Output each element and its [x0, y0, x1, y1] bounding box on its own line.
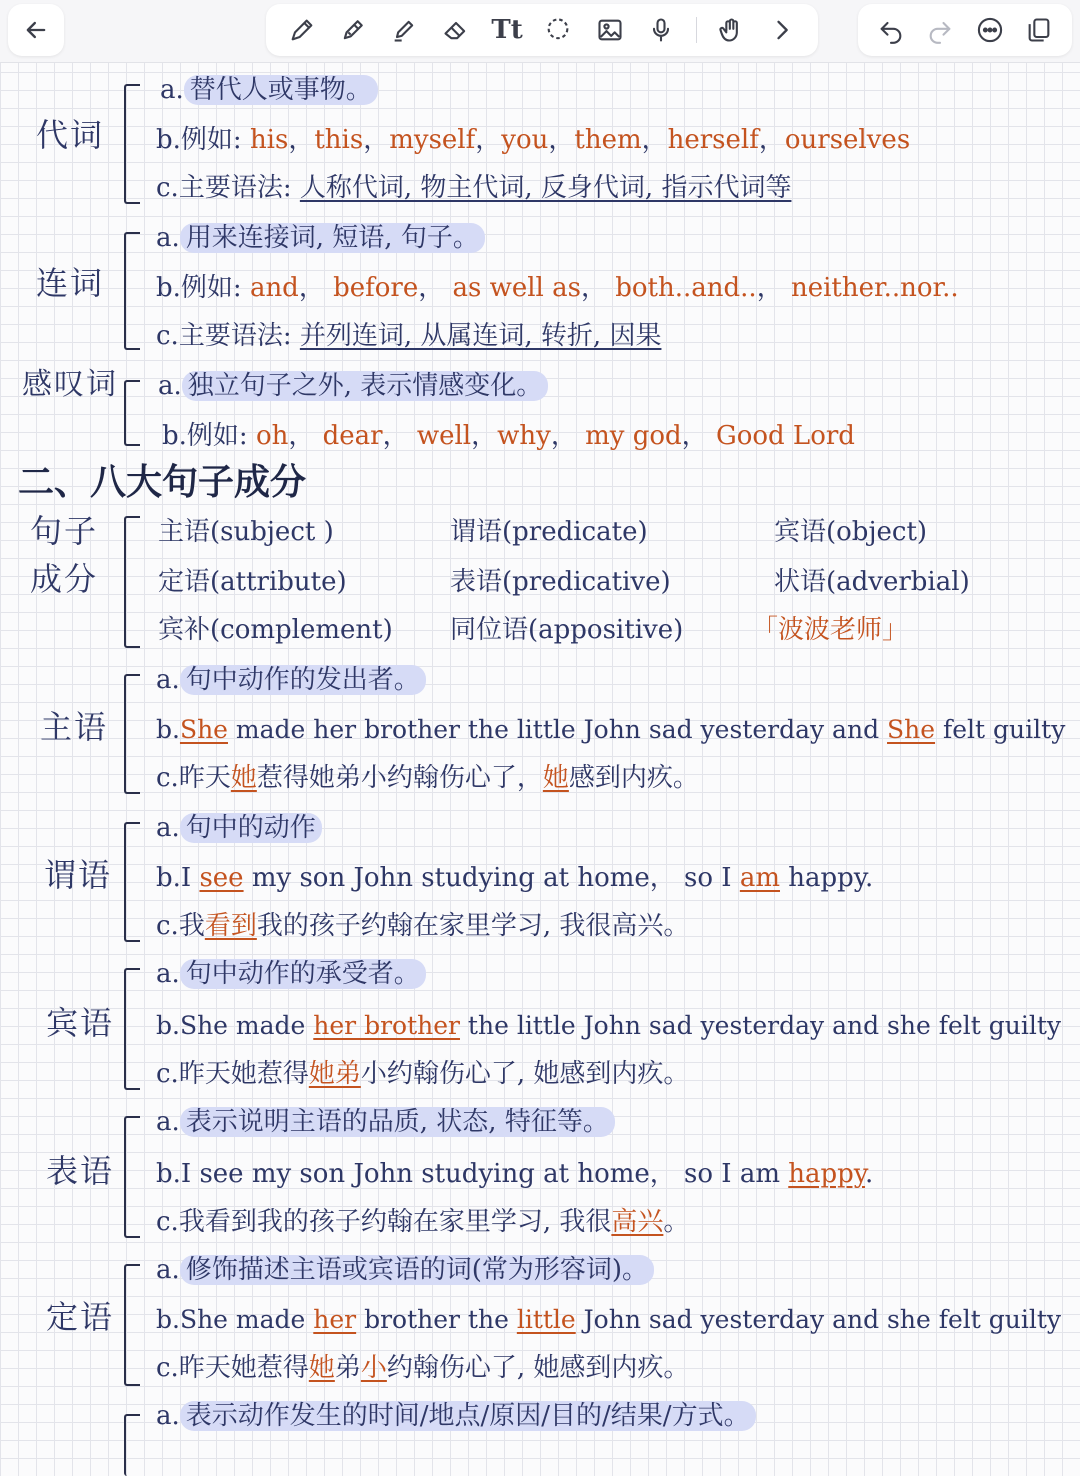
component-appositive: 同位语(appositive)	[450, 615, 684, 645]
interjection-line-b: b.例如: oh， dear， well，why， my god， Good Lord	[162, 421, 855, 451]
subject-line-b: b.She made her brother the little John sad yesterday and She felt guilty	[156, 715, 1066, 744]
pencil-icon[interactable]	[285, 13, 319, 47]
chevron-right-icon[interactable]	[765, 13, 799, 47]
toolbar	[0, 0, 1080, 63]
predicate-label: 谓语	[44, 856, 113, 894]
pronoun-line-c: c.主要语法: 人称代词, 物主代词, 反身代词, 指示代词等	[156, 173, 792, 203]
image-icon[interactable]	[593, 13, 627, 47]
attribute-label: 定语	[46, 1298, 115, 1336]
pronoun-line-b: b.例如: his，this，myself，you，them，herself，ourselves	[156, 125, 911, 155]
interjection-label: 感叹词	[22, 367, 118, 402]
predicate-brace	[124, 822, 140, 942]
undo-icon[interactable]	[874, 13, 908, 47]
conjunction-line-a: a. 用来连接词, 短语, 句子。	[156, 220, 485, 256]
subject-label: 主语	[40, 708, 109, 746]
predicative-brace	[124, 1116, 140, 1238]
component-subject: 主语(subject )	[158, 517, 334, 547]
component-object: 宾语(object)	[774, 517, 928, 547]
highlighter-icon[interactable]	[387, 13, 421, 47]
components-brace	[124, 516, 140, 648]
predicate-line-a: a. 句中的动作	[156, 810, 322, 846]
predicative-line-a: a. 表示说明主语的品质, 状态, 特征等。	[156, 1104, 615, 1140]
pronoun-brace	[124, 84, 140, 204]
components-label-line2: 成分	[30, 560, 99, 598]
predicate-line-c: c.我看到我的孩子约翰在家里学习, 我很高兴。	[156, 911, 690, 941]
pronoun-line-a: a. 替代人或事物。	[160, 72, 378, 108]
component-adverbial: 状语(adverbial)	[774, 567, 970, 597]
component-predicative: 表语(predicative)	[450, 567, 671, 597]
object-brace	[124, 968, 140, 1090]
eraser-icon[interactable]	[439, 13, 473, 47]
pen-icon[interactable]	[336, 13, 370, 47]
object-line-c: c.昨天她惹得她弟小约翰伤心了, 她感到内疚。	[156, 1059, 690, 1089]
attribute-line-a: a. 修饰描述主语或宾语的词(常为形容词)。	[156, 1252, 654, 1288]
attribute-brace	[124, 1264, 140, 1386]
interjection-line-a: a. 独立句子之外, 表示情感变化。	[158, 368, 548, 404]
text-tool-icon[interactable]: Tt	[491, 15, 523, 45]
section-heading: 二、八大句子成分	[18, 462, 307, 503]
component-complement: 宾补(complement)	[158, 615, 393, 645]
lasso-icon[interactable]	[541, 13, 575, 47]
component-attribute: 定语(attribute)	[158, 567, 347, 597]
subject-line-a: a. 句中动作的发出者。	[156, 662, 426, 698]
conjunction-label: 连词	[36, 264, 105, 302]
more-icon[interactable]	[973, 13, 1007, 47]
note-canvas[interactable]	[0, 62, 1080, 1440]
predicative-line-c: c.我看到我的孩子约翰在家里学习, 我很高兴。	[156, 1207, 690, 1237]
back-arrow-icon[interactable]	[19, 13, 53, 47]
predicative-label: 表语	[46, 1152, 115, 1190]
conjunction-brace	[124, 232, 140, 350]
predicative-line-b: b.I see my son John studying at home， so I am happy.	[156, 1159, 874, 1189]
subject-brace	[124, 674, 140, 794]
hand-gesture-icon[interactable]	[714, 13, 748, 47]
object-line-b: b.She made her brother the little John sad yesterday and she felt guilty	[156, 1011, 1061, 1040]
author-credit: 「波波老师」	[752, 615, 909, 645]
adverbial-brace	[124, 1414, 140, 1476]
component-predicate: 谓语(predicate)	[450, 517, 648, 547]
pages-icon[interactable]	[1022, 13, 1056, 47]
interjection-brace	[124, 380, 140, 446]
components-label-line1: 句子	[30, 512, 99, 550]
toolbar-separator	[696, 17, 697, 43]
conjunction-line-b: b.例如: and， before， as well as， both..and..， neither..nor..	[156, 273, 959, 303]
object-label: 宾语	[46, 1004, 115, 1042]
back-pill	[8, 4, 64, 56]
redo-icon[interactable]	[923, 13, 957, 47]
history-pill	[858, 4, 1072, 56]
conjunction-line-c: c.主要语法: 并列连词, 从属连词, 转折, 因果	[156, 321, 662, 351]
adverbial-line-a: a. 表示动作发生的时间/地点/原因/目的/结果/方式。	[156, 1398, 756, 1434]
object-line-a: a. 句中动作的承受者。	[156, 956, 426, 992]
pronoun-label: 代词	[36, 116, 105, 154]
subject-line-c: c.昨天她惹得她弟小约翰伤心了，她感到内疚。	[156, 763, 699, 793]
attribute-line-b: b.She made her brother the little John sad yesterday and she felt guilty	[156, 1305, 1062, 1334]
predicate-line-b: b.I see my son John studying at home， so I am happy.	[156, 863, 874, 893]
tool-palette	[266, 4, 818, 56]
attribute-line-c: c.昨天她惹得她弟小约翰伤心了, 她感到内疚。	[156, 1353, 690, 1383]
microphone-icon[interactable]	[644, 13, 678, 47]
